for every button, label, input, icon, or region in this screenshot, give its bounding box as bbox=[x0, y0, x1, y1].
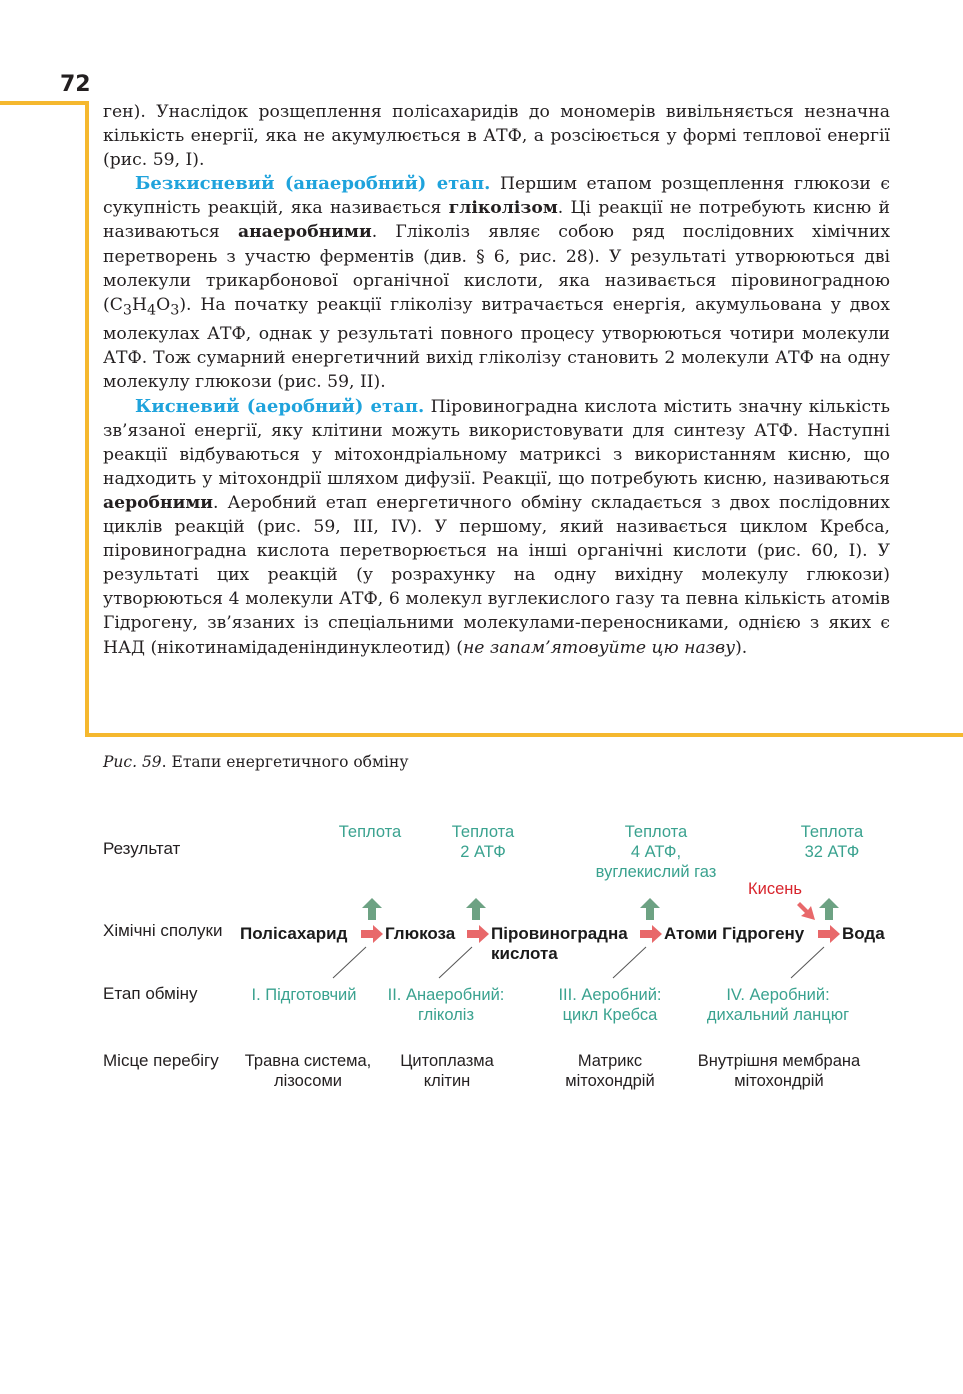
text-segment: H bbox=[131, 294, 147, 315]
compound-polysaccharide: Полісахарид bbox=[240, 924, 348, 943]
result-3: Теплота 4 АТФ, вуглекислий газ bbox=[595, 823, 717, 881]
section-heading: Кисневий (аеробний) етап. bbox=[135, 395, 425, 417]
stage-connector-4 bbox=[788, 945, 828, 980]
conversion-arrow-3 bbox=[640, 925, 662, 943]
result-2: Теплота 2 АТФ bbox=[451, 823, 515, 861]
text-segment: Першим етапом розщеплення глюкози є сукупність реакцій, яка називається bbox=[103, 174, 890, 219]
text-segment: гліколізом bbox=[448, 198, 558, 219]
text-segment: не запам’ятовуйте цю назву bbox=[462, 637, 736, 658]
figure-number: Рис. 59 bbox=[103, 753, 162, 771]
conversion-arrow-2 bbox=[467, 925, 489, 943]
text-segment: O bbox=[156, 294, 171, 315]
result-4: Теплота 32 АТФ bbox=[800, 823, 864, 861]
conversion-arrow-1 bbox=[361, 925, 383, 943]
text-segment: 3 bbox=[170, 302, 180, 319]
location-2: Цитоплазма клітин bbox=[400, 1052, 494, 1090]
heat-release-arrow-1 bbox=[362, 898, 382, 920]
compound-glucose: Глюкоза bbox=[385, 924, 456, 943]
heat-release-arrow-2 bbox=[466, 898, 486, 920]
row-label-stage: Етап обміну bbox=[103, 984, 198, 1003]
text-segment: 4 bbox=[146, 302, 157, 319]
row-label-compounds: Хімічні сполуки bbox=[103, 921, 223, 940]
text-segment: . Аеробний етап енергетичного обміну складається з двох послідовних циклів реакцій (рис. 59, ІІІ, IV). У першому, який називається циклом Кребса, піровиноградна кислота перетворюється на інші органічні кислоти (рис. 60, І). У результаті цих реакцій (у розрахунку на одну вихідну молекулу глюкози) утворюються 4 молекули АТФ, 6 молекул вуглекислого газу та певна кількість атомів Гідрогену, зв’язаних із спеціальними молекулами-переносниками, однією з яких є НАД (нікотинамідаденіндинуклеотид) ( bbox=[103, 492, 890, 658]
text-segment: анаеробними bbox=[237, 222, 372, 243]
text-segment: 3 bbox=[122, 302, 132, 319]
location-3: Матрикс мітохондрій bbox=[565, 1052, 655, 1090]
text-segment: Піровиноградна кислота містить значну кількість зв’язаної енергії, яку клітини можуть використовувати для синтезу АТФ. Наступні реакції відбуваються у мітохондріальному матриксі з використанням кисню, що надходить у мітохондрії шляхом дифузії. Реакції, що потребують кисню, називаються bbox=[103, 396, 890, 489]
oxygen-label: Кисень bbox=[748, 880, 802, 898]
compound-water: Вода bbox=[842, 924, 885, 943]
stage-1: І. Підготовчий bbox=[251, 986, 357, 1004]
compound-pyruvic-acid: Піровиноградна кислота bbox=[491, 924, 628, 963]
conversion-arrow-4 bbox=[818, 925, 840, 943]
page-number: 72 bbox=[60, 72, 91, 97]
heat-release-arrow-4 bbox=[819, 898, 839, 920]
stage-connector-1 bbox=[330, 945, 370, 980]
text-segment: ген). Унаслідок розщеплення полісахаридів до мономерів вивільняється незначна кількість енергії, яка не акумулюється в АТФ, а розсіюється у формі теплової енергії (рис. 59, І). bbox=[103, 102, 890, 171]
section-heading: Безкисневий (анаеробний) етап. bbox=[135, 173, 491, 195]
stage-connector-3 bbox=[610, 945, 650, 980]
row-label-result: Результат bbox=[103, 839, 181, 858]
text-segment: аеробними bbox=[103, 492, 214, 513]
stage-4: IV. Аеробний: дихальний ланцюг bbox=[706, 986, 850, 1024]
oxygen-input-arrow bbox=[795, 900, 817, 922]
text-segment: ). На початку реакції гліколізу витрачається енергія, акумульована у двох молекулах АТФ, однак у результаті повного процесу утворюються чотири молекули АТФ. Тож сумарний енергетичний вихід гліколізу становить 2 молекули АТФ на одну молекулу глюкози (рис. 59, ІІ). bbox=[103, 294, 890, 393]
stage-3: ІІІ. Аеробний: цикл Кребса bbox=[558, 986, 662, 1024]
row-label-location: Місце перебігу bbox=[103, 1051, 219, 1070]
text-segment: . Ці реакції не потребують кисню й називаються bbox=[103, 198, 890, 243]
result-1: Теплота bbox=[338, 823, 402, 841]
text-segment: ). bbox=[735, 637, 748, 658]
location-4: Внутрішня мембрана мітохондрій bbox=[697, 1052, 861, 1090]
text-segment: . Гліколіз являє собою ряд послідовних хімічних перетворень з участю ферментів (див. § 6, рис. 28). У результаті утворюються дві молекули трикарбонової органічної кислоти, яка називається піровиноградною (C bbox=[103, 222, 891, 315]
compound-hydrogen-atoms: Атоми Гідрогену bbox=[664, 924, 805, 943]
stage-connector-2 bbox=[436, 945, 476, 980]
heat-release-arrow-3 bbox=[640, 898, 660, 920]
stage-2: ІІ. Анаеробний: гліколіз bbox=[387, 986, 505, 1024]
location-1: Травна система, лізосоми bbox=[244, 1052, 372, 1090]
figure-caption-text: . Етапи енергетичного обміну bbox=[161, 753, 409, 771]
